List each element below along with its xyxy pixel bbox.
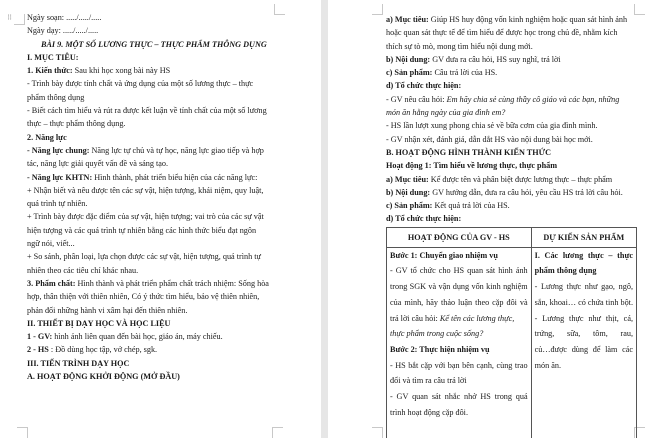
crop-mark [372, 427, 383, 438]
text-line: tác, năng lực giải quyết vấn đề và sáng tạo. [27, 159, 169, 169]
question-line-cont: món ăn hằng ngày của gia đình em? [386, 108, 506, 118]
product-cell [531, 247, 636, 438]
step-2-heading: Bước 2: Thực hiện nhiệm vụ [390, 344, 490, 354]
teacher-materials-line: 1 - GV: hình ảnh liên quan đến bài học, giáo án, máy chiếu. [27, 332, 223, 342]
text-line: + Trình bày được đặc điểm của sự vật, hiện tượng; vai trò của các sự vật [27, 212, 264, 222]
general-competence-line: - Năng lực chung: Năng lực tự chủ và tự học, năng lực giao tiếp và hợp [27, 145, 264, 155]
cell-text: trứng, sữa, tôm, rau, [534, 329, 633, 339]
content-line: b) Nội dung: GV hướng dẫn, đưa ra câu hỏi, yêu cầu HS trả lời câu hỏi. [386, 187, 623, 197]
cell-text: trả lời câu hỏi: Kể tên các lương thực, [390, 313, 515, 323]
text-line: - HS lần lượt xung phong chia sẻ về bữa cơm của gia đình mình. [386, 121, 598, 131]
right-page-content [386, 13, 634, 438]
text-line: hiện tượng và các quá trình tự nhiên bằng các hình thức biểu đạt ngôn [27, 225, 257, 235]
student-materials-line: 2 - HS : Đồ dùng học tập, vở chép, sgk. [27, 345, 158, 355]
heading-competence: 2. Năng lực [27, 132, 67, 142]
activity-1-heading: Hoạt động 1: Tìm hiểu về lương thực, thực phẩm [386, 161, 558, 171]
product-line: c) Sản phẩm: Kết quả trả lời của HS. [386, 201, 510, 211]
text-line: hoặc quan sát thực tế để tìm hiểu để được học trong chủ đề, nhằm kích [386, 28, 618, 38]
organization-heading: d) Tổ chức thực hiện: [386, 81, 462, 91]
table-header-product: DỰ KIẾN SẢN PHẨM [531, 227, 636, 247]
text-line: + Nhận biết và nêu được tên các sự vật, hiện tượng, khái niệm, quy luật, [27, 185, 264, 195]
activity-cell [387, 247, 532, 438]
cell-text: trình hoạt động cặp đôi. [390, 407, 468, 417]
text-line: phẩm thông dụng [27, 92, 85, 102]
table-header-activity: HOẠT ĐỘNG CỦA GV - HS [387, 227, 532, 247]
crop-mark [634, 4, 645, 15]
cell-text: - HS bắt cặp với bạn bên cạnh, cùng trao [390, 360, 528, 370]
lesson-title: BÀI 9. MỘT SỐ LƯƠNG THỰC – THỰC PHẨM THÔNG DỤNG [41, 39, 267, 49]
crop-mark [17, 427, 28, 438]
table-header-row [387, 227, 637, 247]
text-line: thích sự tò mò, mong tìm hiểu nội dung mới. [386, 41, 533, 51]
left-page-content [27, 11, 275, 383]
heading-objectives: I. MỤC TIÊU: [27, 52, 79, 62]
cell-text: - Lương thực như gạo, ngô, [534, 282, 633, 292]
crop-mark [372, 4, 383, 15]
text-line: quá trình tự nhiên. [27, 199, 88, 209]
cell-text: - GV quan sát nhắc nhở HS trong quá [390, 391, 528, 401]
heading-knowledge-activity: B. HOẠT ĐỘNG HÌNH THÀNH KIẾN THỨC [386, 147, 552, 157]
product-heading-cont: phẩm thông dụng [534, 266, 597, 276]
cell-text: - Lương thực như thịt, cá, [534, 313, 633, 323]
content-line: b) Nội dung: GV đưa ra câu hỏi, HS suy nghĩ, trả lời [386, 54, 561, 64]
text-line: phản đối những hành vi xâm hại đến thiên nhiên. [27, 305, 188, 315]
cell-text: sắn, khoai… có chứa tinh bột. [534, 297, 633, 307]
text-line: - Biết cách tìm hiểu và rút ra được kết luận về tính chất của một số lương [27, 106, 267, 116]
objective-line: a) Mục tiêu: Giúp HS huy động vốn kinh nghiệm hoặc quan sát hình ảnh [386, 15, 628, 24]
cell-text: trong SGK và vận dụng vốn kinh nghiệm [390, 282, 528, 292]
document-page-left [0, 0, 321, 438]
text-line: - Trình bày được tính chất và ứng dụng của một số lương thực – thực [27, 79, 254, 89]
table-row [387, 247, 637, 438]
product-heading: I. Các lương thực – thực [534, 250, 633, 260]
heading-procedure: III. TIẾN TRÌNH DẠY HỌC [27, 358, 130, 368]
cell-text: đổi và tìm ra câu trả lời [390, 376, 467, 386]
document-page-right [328, 0, 650, 438]
objective-line: a) Mục tiêu: Kể được tên và phân biệt được lương thực – thực phẩm [386, 174, 613, 184]
question-line: - GV nêu câu hỏi: Em hãy chia sẻ cùng thầy cô giáo và các bạn, những [386, 94, 620, 104]
qualities-line: 3. Phẩm chất: Hình thành và phát triển phẩm chất trách nhiệm: Sống hòa [27, 278, 269, 288]
cell-text: món ăn. [534, 360, 562, 370]
heading-equipment: II. THIẾT BỊ DẠY HỌC VÀ HỌC LIỆU [27, 318, 171, 328]
product-line: c) Sản phẩm: Câu trả lời của HS. [386, 68, 498, 78]
step-1-heading: Bước 1: Chuyển giao nhiệm vụ [390, 250, 498, 260]
heading-warmup: A. HOẠT ĐỘNG KHỞI ĐỘNG (MỞ ĐẦU) [27, 372, 180, 382]
cell-text: củ…được dùng để làm các [534, 344, 633, 354]
text-line: nhiên theo các tiêu chí khác nhau. [27, 265, 139, 275]
text-line: ngữ nói, viết... [27, 239, 75, 249]
text-line: - GV nhận xét, đánh giá, dẫn dắt HS vào nội dung bài học mới. [386, 134, 593, 144]
crop-mark [14, 14, 25, 25]
cell-text: - GV tổ chức cho HS quan sát hình ảnh [390, 266, 528, 276]
teach-date: Ngày dạy: ...../...../..... [27, 26, 99, 36]
knowledge-line: 1. Kiến thức: Sau khi học xong bài này HS [27, 66, 171, 76]
activity-table [386, 227, 637, 438]
science-competence-line: - Năng lực KHTN: Hình thành, phát triển biểu hiện của các năng lực: [27, 172, 258, 182]
organization-heading: d) Tổ chức thực hiện: [386, 214, 462, 224]
prep-date: Ngày soạn: ...../...../..... [27, 13, 102, 22]
crop-mark [272, 427, 283, 438]
text-line: hợp, thân thiện với thiên nhiên, Có ý thức tìm hiểu, bảo vệ thiên nhiên, [27, 292, 260, 302]
cell-text: của mình, hãy thảo luận theo cặp đôi và [390, 297, 528, 307]
drag-handle-icon[interactable]: ⠿ [7, 14, 13, 22]
cell-text: thực phẩm trong cuộc sống? [390, 329, 484, 339]
text-line: + So sánh, phân loại, lựa chọn được các sự vật, hiện tượng, quá trình tự [27, 252, 261, 262]
crop-mark [274, 4, 285, 15]
text-line: thực – thực phẩm thông dụng. [27, 119, 126, 129]
